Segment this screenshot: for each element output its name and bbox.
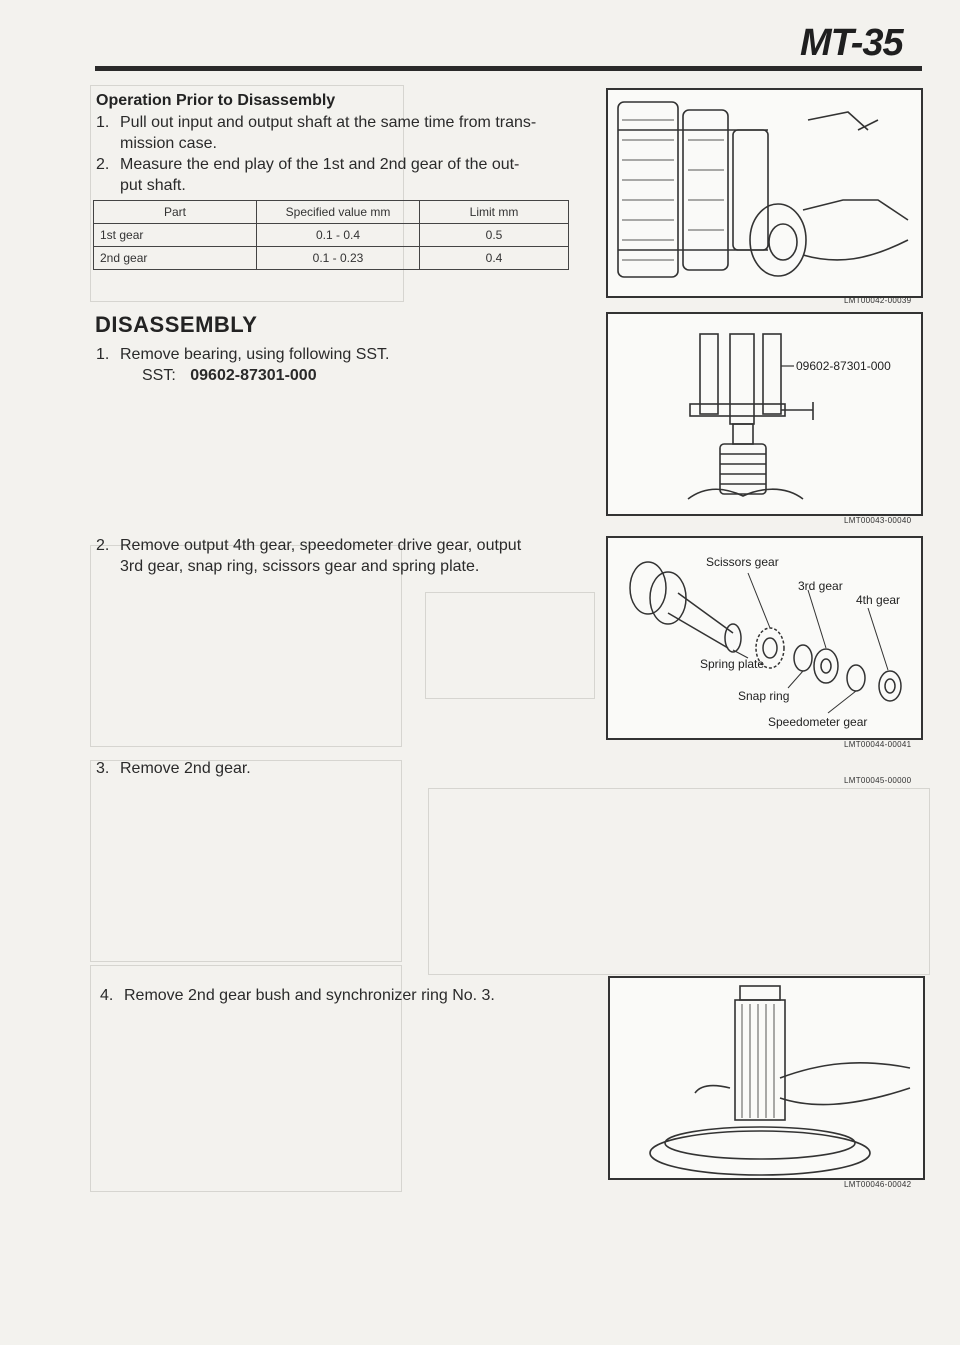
disassembly-step-2 [96,535,586,577]
figure-shaft-assembly [606,88,923,298]
header-rule [95,66,922,71]
disassembly-step-4 [100,985,590,1006]
table-cell: 0.1 - 0.4 [257,224,420,247]
callout-scissors-gear: Scissors gear [706,555,779,569]
bleed-through-table [428,788,930,975]
figure-code: LMT00046-00042 [844,1180,912,1189]
sst-callout: 09602-87301-000 [796,359,891,373]
column-header: Part [94,201,257,224]
figure-code: LMT00043-00040 [844,516,912,525]
step-text: Remove 2nd gear bush and synchronizer ring No. 3. [124,987,495,1004]
page-number: MT-35 [800,22,903,64]
end-play-table [93,200,569,270]
table-row [94,247,569,270]
step-text: Remove bearing, using following SST. [120,346,390,363]
disassembly-title: DISASSEMBLY [95,312,258,337]
callout-snap-ring: Snap ring [738,689,790,703]
table-cell: 2nd gear [94,247,257,270]
disassembly-step-1 [96,344,576,386]
table-cell: 0.1 - 0.23 [257,247,420,270]
figure-bush-removal [608,976,925,1180]
bush-removal-illustration [610,978,923,1178]
callout-speedometer-gear: Speedometer gear [768,715,868,729]
table-cell: 1st gear [94,224,257,247]
table-row [94,224,569,247]
sst-number: 09602-87301-000 [190,367,317,384]
figure-bearing-puller [606,312,923,516]
step-number: 2. [96,156,110,173]
step-text: Remove 2nd gear. [120,760,251,777]
step-number: 1. [96,346,110,363]
callout-spring-plate: Spring plate [700,657,765,671]
callout-3rd-gear: 3rd gear [798,579,843,593]
step-number: 1. [96,114,110,131]
step-number: 3. [96,760,110,777]
bearing-puller-illustration [608,314,921,514]
step-text: Measure the end play of the 1st and 2nd gear of the out- [120,156,520,173]
gear-shaft-illustration [608,90,921,296]
operation-step-2 [96,154,586,196]
figure-code: LMT00045-00000 [844,776,912,785]
bleed-through-table [425,592,595,699]
column-header: Limit mm [420,201,569,224]
table-header-row [94,201,569,224]
figure-code: LMT00042-00039 [844,296,912,305]
step-number: 2. [96,537,110,554]
figure-code: LMT00044-00041 [844,740,912,749]
sst-label: SST: [142,367,176,384]
figure-gear-parts [606,536,923,740]
column-header: Specified value mm [257,201,420,224]
exploded-gears-illustration [608,538,921,738]
table-cell: 0.4 [420,247,569,270]
operation-title: Operation Prior to Disassembly [96,92,336,109]
bleed-through-box [90,760,402,962]
step-text-cont: mission case. [120,135,217,152]
table-cell: 0.5 [420,224,569,247]
step-text: Remove output 4th gear, speedometer drive gear, output [120,537,522,554]
step-text: Pull out input and output shaft at the same time from trans- [120,114,537,131]
step-text-cont: put shaft. [120,177,186,194]
step-number: 4. [100,987,114,1004]
step-text-cont: 3rd gear, snap ring, scissors gear and spring plate. [120,558,480,575]
callout-4th-gear: 4th gear [856,593,901,607]
disassembly-step-3 [96,758,586,779]
operation-step-1 [96,112,586,154]
